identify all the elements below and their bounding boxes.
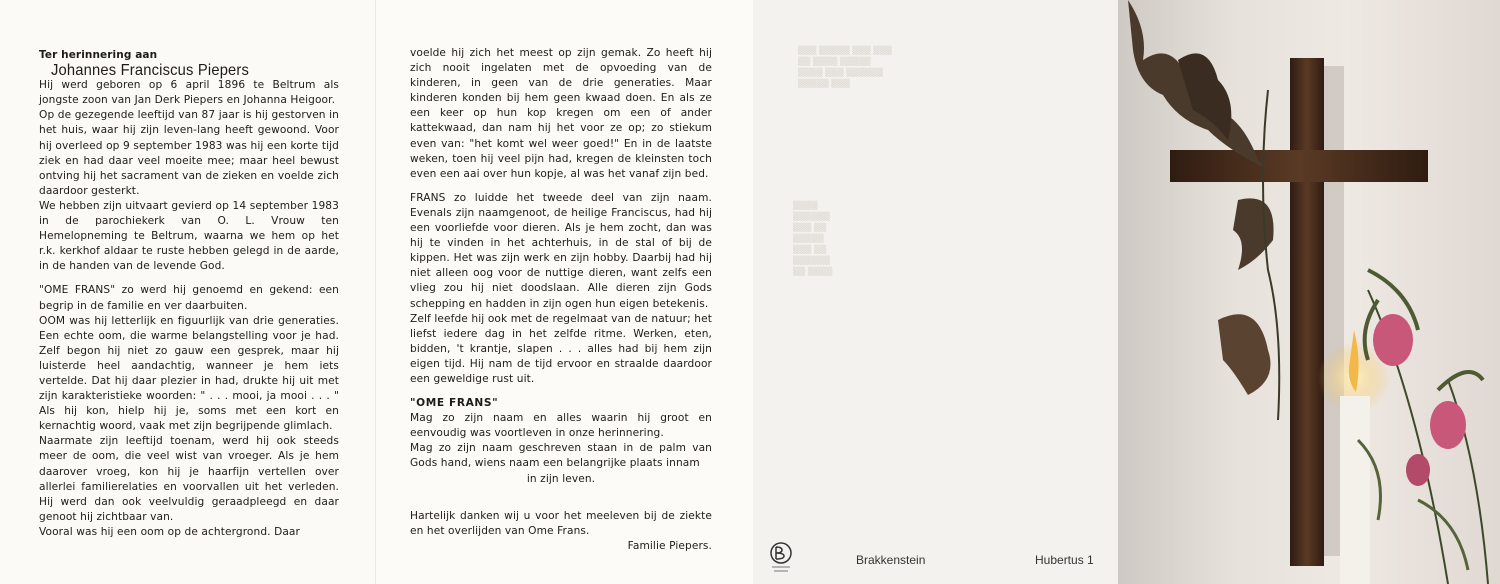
poem-line: Mag zo zijn naam en alles waarin hij groot en eenvoudig was voortleven in onze herinnering. bbox=[410, 412, 712, 440]
text-panel-middle bbox=[375, 0, 753, 584]
paragraph: Op de gezegende leeftijd van 87 jaar is hij gestorven in het huis, waar hij zijn leven-lang heeft gewoond. Voor hij overleed op 9 september 1983 was hij een korte tijd ziek en had daar veel moeite mee; maar heel bewust ontving hij het sacrament van de zieken en voelde zich daardoor gesterkt. bbox=[39, 109, 339, 197]
paragraph: Naarmate zijn leeftijd toenam, werd hij ook steeds meer de oom, die veel wist van vroeger. Als je hem daarover vroeg, kon hij je haarfijn vertellen over allerlei familierelaties en voorvallen uit het verleden. Hij werd dan ook veelvuldig geraadpleegd en daar genoot hij zichtbaar van. bbox=[39, 435, 339, 523]
show-through-text: ▒▒▒ ▒▒▒▒▒ ▒▒▒ ▒▒▒ ▒▒ ▒▒▒▒ ▒▒▒▒▒ ▒▒▒▒ ▒▒▒ ▒▒▒▒▒▒ ▒▒▒▒▒ ▒▒▒ bbox=[798, 46, 892, 88]
paragraph: We hebben zijn uitvaart gevierd op 14 september 1983 in de parochiekerk van O. L. Vrouw ten Hemelopneming te Beltrum, waarna we hem op het r.k. kerkhof aldaar te ruste hebben gelegd in de aarde, in de handen van de levende God. bbox=[39, 199, 339, 273]
deceased-name: Johannes Franciscus Piepers bbox=[51, 62, 250, 80]
photo-panel bbox=[1118, 0, 1500, 584]
paragraph: voelde hij zich het meest op zijn gemak. Zo heeft hij zich nooit ingelaten met de opvoeding van de kinderen, in geen van de drie generaties. Maar kinderen konden bij hem geen kwaad doen. En als ze een keer op hun kop kregen om een of ander kattekwaad, dan nam hij het voor ze op; zo stiekum even van: "het komt wel weer goed!" En in de laatste weken, toen hij veel pijn had, kregen de kleinsten toch even een aai over hun kopje, al was het vanaf zijn bed. bbox=[410, 47, 712, 180]
series-number: Hubertus 1 bbox=[1035, 553, 1094, 567]
poem-line: in zijn leven. bbox=[526, 472, 596, 485]
memorial-subtitle: Ter herinnering aan bbox=[39, 49, 158, 61]
cross-beam bbox=[1170, 150, 1428, 182]
show-through-text: ▒▒▒▒ ▒▒▒▒▒▒ ▒▒▒ ▒▒ ▒▒▒▒▒ ▒▒▒ ▒▒ ▒▒▒▒▒▒ ▒▒ ▒▒▒▒ bbox=[793, 201, 833, 276]
back-panel bbox=[753, 0, 1118, 584]
cross-upright bbox=[1290, 58, 1324, 566]
family-signature: Familie Piepers. bbox=[627, 539, 712, 552]
thanks-text: Hartelijk danken wij u voor het meeleven bij de ziekte en het overlijden van Ome Frans. bbox=[410, 509, 712, 537]
paragraph: OOM was hij letterlijk en figuurlijk van drie generaties. Een echte oom, die warme belangstelling voor je had. Zelf begon hij niet zo gauw een gesprek, maar hij luisterde heel aandachtig, wanneer je hem iets vertelde. Dat hij daar plezier in had, drukte hij uit met zijn karakteristieke woorden: " . . . mooi, ja mooi . . . " Als hij kon, hielp hij je, soms met een kort en kernachtig woord, vaak met zijn begrijpende glimlach. bbox=[39, 314, 339, 433]
paragraph: Hij werd geboren op 6 april 1896 te Beltrum als jongste zoon van Jan Derk Piepers en Johanna Heigoor. bbox=[39, 79, 339, 107]
paragraph: Vooral was hij een oom op de achtergrond. Daar bbox=[39, 525, 300, 538]
poem-line: Mag zo zijn naam geschreven staan in de palm van Gods hand, wiens naam een belangrijke plaats innam bbox=[410, 442, 712, 470]
paragraph: FRANS zo luidde het tweede deel van zijn naam. Evenals zijn naamgenoot, de heilige Franciscus, had hij een voorliefde voor dieren. Als je hem zocht, dan was hij te vinden in het achterhuis, in de stal of bij de kippen. Het was zijn werk en zijn hobby. Daarbij had hij niet alleen oog voor de nuttige dieren, want zelfs een vlieg zou hij niet doodslaan. Alle dieren zijn Gods schepping en hadden in zijn ogen hun eigen betekenis. bbox=[410, 191, 712, 310]
paragraph: "OME FRANS" zo werd hij genoemd en gekend: een begrip in de familie en ver daarbuiten. bbox=[39, 284, 339, 312]
text-column-1 bbox=[39, 48, 339, 540]
publisher-name: Brakkenstein bbox=[856, 553, 926, 567]
dried-leaves bbox=[1218, 314, 1271, 395]
text-column-2 bbox=[410, 46, 712, 554]
candle bbox=[1340, 396, 1370, 584]
pink-flower bbox=[1430, 401, 1466, 449]
pink-flower bbox=[1373, 314, 1413, 366]
pink-flower bbox=[1406, 454, 1430, 486]
poem-title: "OME FRANS" bbox=[410, 397, 499, 410]
publisher-logo-icon bbox=[767, 540, 795, 576]
text-panel-left bbox=[0, 0, 375, 584]
paragraph: Zelf leefde hij ook met de regelmaat van de natuur; het liefst iedere dag in het zelfde ritme. Werken, eten, bidden, 't krantje, slapen . . . alles had bij hem zijn eigen tijd. Hij nam de tijd ervoor en straalde daardoor een geweldige rust uit. bbox=[410, 312, 712, 385]
cross-candle-flowers-image bbox=[1118, 0, 1500, 584]
